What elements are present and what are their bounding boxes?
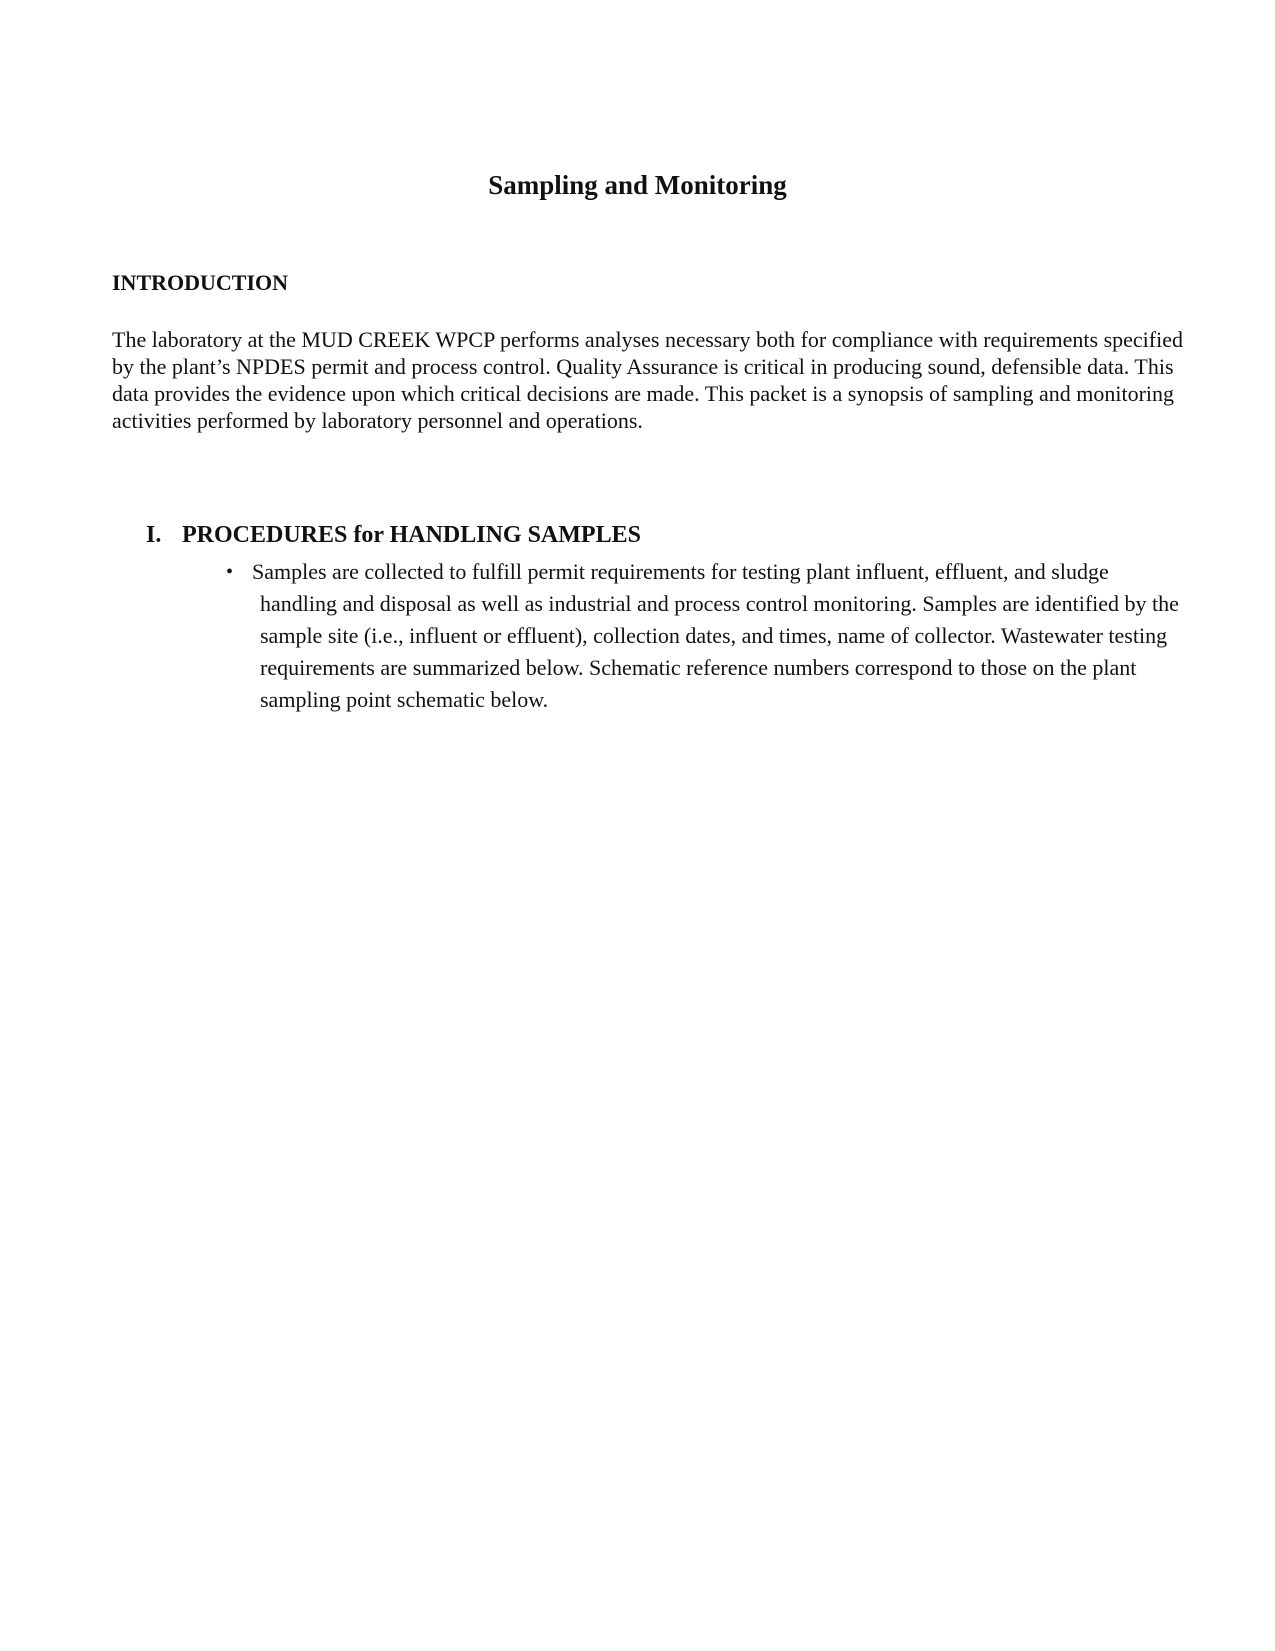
section-number: I. xyxy=(146,522,162,548)
section-title: PROCEDURES for HANDLING SAMPLES xyxy=(182,522,641,548)
introduction-heading: INTRODUCTION xyxy=(112,270,289,295)
page-title: Sampling and Monitoring xyxy=(488,170,787,200)
list-item xyxy=(224,556,1184,716)
section-heading xyxy=(146,522,641,549)
list-item-text: Samples are collected to fulfill permit requirements for testing plant influent, effluent, and sludge handling and disposal as well as industrial and process control monitoring. Samples are identified by the sample site (i.e., influent or effluent), collection dates, and times, name of collector. Wastewater testing requirements are summarized below. Schematic reference numbers correspond to those on the plant sampling point schematic below. xyxy=(252,559,1179,712)
bullet-list xyxy=(224,556,1184,716)
bullet-icon: • xyxy=(226,561,234,583)
introduction-paragraph: The laboratory at the MUD CREEK WPCP performs analyses necessary both for compliance with requirements specified by the plant’s NPDES permit and process control. Quality Assurance is critical in producing sound, defensible data. This data provides the evidence upon which critical decisions are made. This packet is a synopsis of sampling and monitoring activities performed by laboratory personnel and operations. xyxy=(112,327,1183,433)
